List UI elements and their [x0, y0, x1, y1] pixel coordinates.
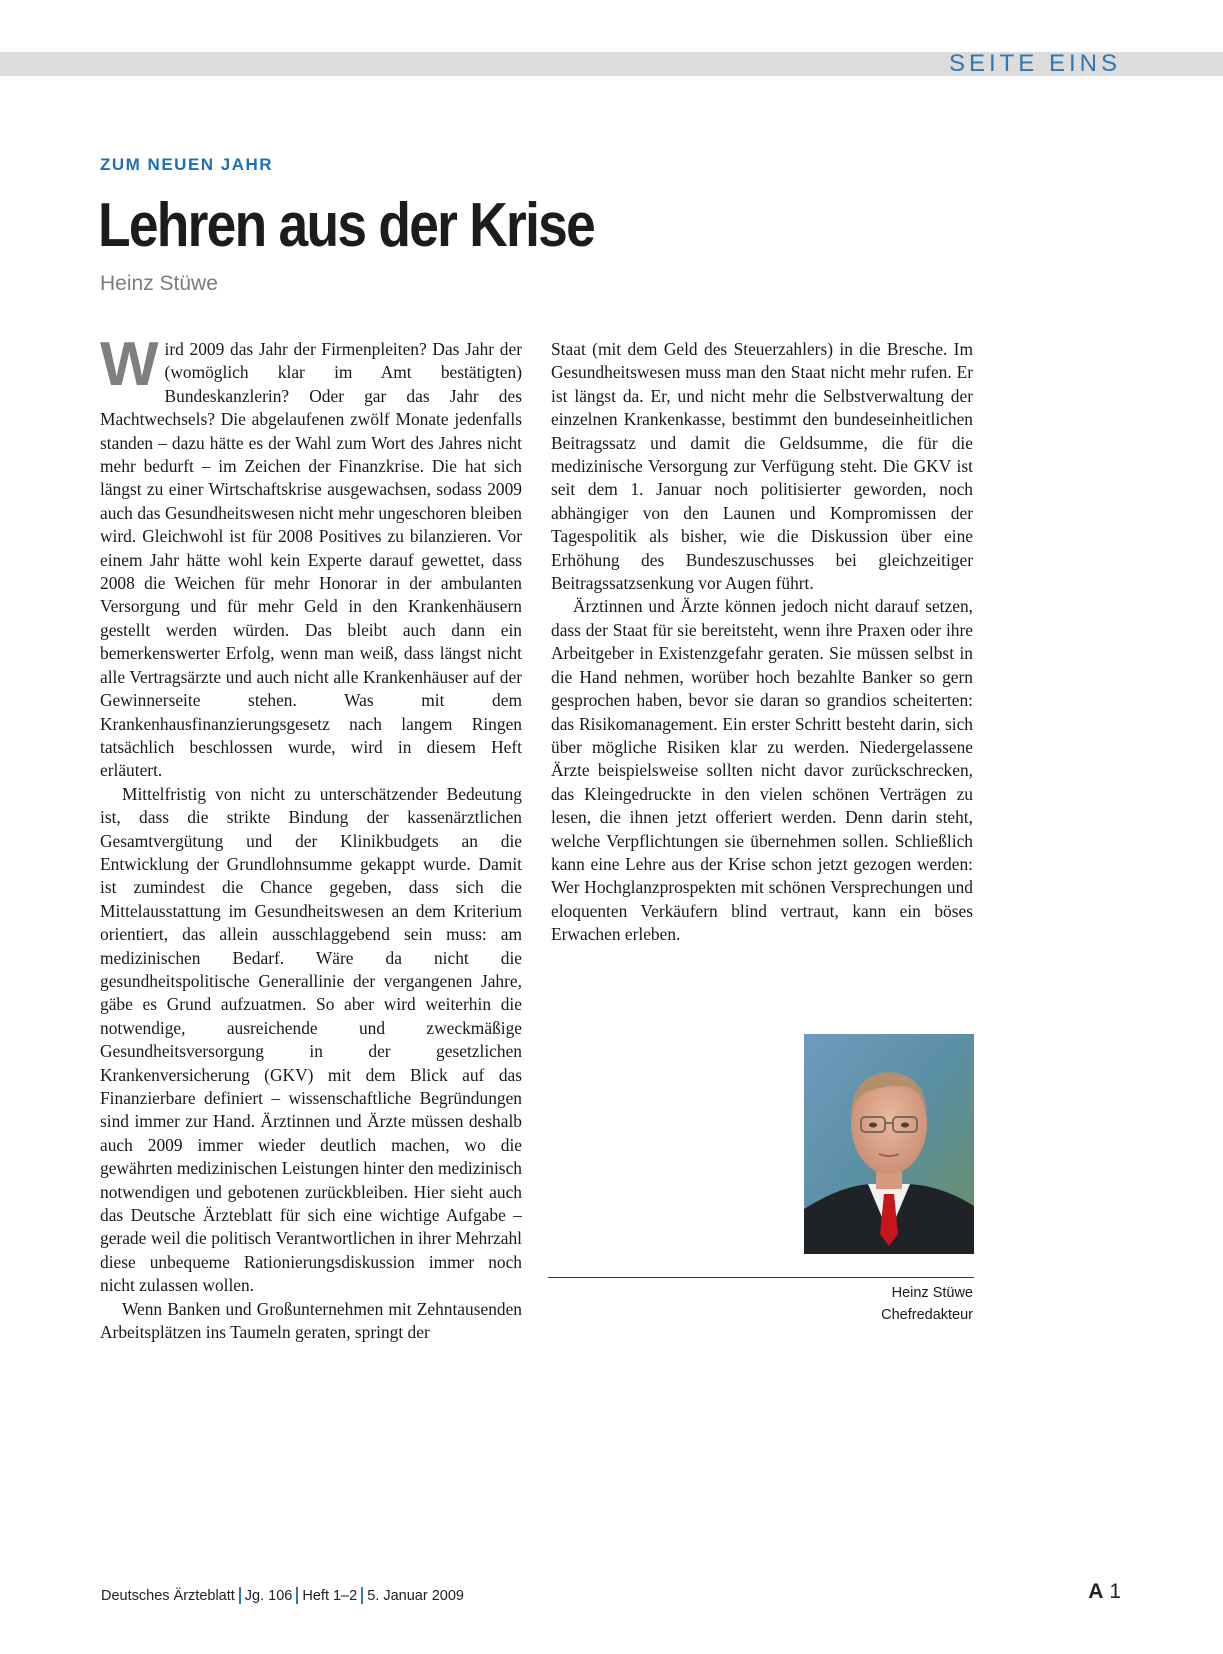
- article-author: Heinz Stüwe: [100, 272, 218, 295]
- page-prefix: A: [1088, 1580, 1104, 1603]
- footer-separator: [239, 1587, 241, 1604]
- paragraph: Wenn Banken und Großunternehmen mit Zehntausenden Arbeitsplätzen ins Taumeln geraten, springt der: [100, 1298, 522, 1343]
- footer-issue: Heft 1–2: [302, 1587, 358, 1604]
- footer-separator: [361, 1587, 363, 1604]
- footer-publication: Deutsches Ärzteblatt: [101, 1587, 235, 1604]
- article-column-right: [551, 338, 973, 947]
- article-kicker: ZUM NEUEN JAHR: [100, 155, 274, 174]
- section-label: SEITE EINS: [948, 50, 1121, 77]
- photo-caption: [881, 1282, 973, 1326]
- paragraph: Wird 2009 das Jahr der Firmenpleiten? Das Jahr der (womöglich klar im Amt bestätigten) Bundeskanzlerin? Oder gar das Jahr des Machtwechsels? Die abgelaufenen zwölf Monate jedenfalls standen – dazu hätte es der Wahl zum Wort des Jahres nicht mehr bedurft – im Zeichen der Finanzkrise. Die hat sich längst zu einer Wirtschaftskrise ausgewachsen, sodass 2009 auch das Gesundheitswesen nicht mehr ungeschoren bleiben wird. Gleichwohl ist für 2008 Positives zu bilanzieren. Vor einem Jahr hätte wohl kein Experte darauf gewettet, dass 2008 die Weichen für mehr Honorar in der ambulanten Versorgung und für mehr Geld in den Krankenhäusern gestellt werden würden. Das bleibt auch dann ein bemerkenswerter Erfolg, wenn man weiß, dass längst nicht alle Vertragsärzte und auch nicht alle Krankenhäuser auf der Gewinnerseite stehen. Was mit dem Krankenhausfinanzierungsgesetz nach langem Ringen tatsächlich beschlossen wurde, wird in diesem Heft erläutert.: [100, 330, 522, 781]
- author-portrait-photo: [804, 1034, 974, 1254]
- page-number: [1088, 1580, 1121, 1604]
- footer-date: 5. Januar 2009: [367, 1587, 464, 1604]
- page-number-value: 1: [1109, 1580, 1121, 1603]
- paragraph: Ärztinnen und Ärzte können jedoch nicht darauf setzen, dass der Staat für sie bereitsteht, wenn ihre Praxen oder ihre Arbeitgeber in Existenzgefahr geraten. Sie müssen selbst in die Hand nehmen, worüber hoch bezahlte Banker so gern gesprochen haben, bevor sie daran so grandios scheiterten: das Risikomanagement. Ein erster Schritt besteht darin, sich über mögliche Risiken klar zu werden. Niedergelassene Ärzte beispielsweise sollten nicht davor zurückschrecken, das Kleingedruckte in den vielen schönen Verträgen zu lesen, die ihnen jetzt offeriert werden. Denn darin steht, welche Verpflichtungen sie übernehmen sollen. Schließlich kann eine Lehre aus der Krise schon jetzt gezogen werden: Wer Hochglanzprospekten mit schönen Versprechungen und eloquenten Verkäufern blind vertraut, kann ein böses Erwachen erleben.: [551, 596, 973, 945]
- paragraph: Staat (mit dem Geld des Steuerzahlers) in die Bresche. Im Gesundheitswesen muss man den Staat nicht mehr rufen. Er ist längst da. Er, und nicht mehr die Selbstverwaltung der einzelnen Krankenkasse, bestimmt den bundeseinheitlichen Beitragssatz und damit die Geldsumme, die für die medizinische Versorgung zur Verfügung steht. Die GKV ist seit dem 1. Januar noch politisierter geworden, noch abhängiger von den Launen und Kompromissen der Tagespolitik als bisher, wie die Diskussion über eine Erhöhung des Bundeszuschusses bei gleichzeitiger Beitragssatzsenkung vor Augen führt.: [551, 339, 973, 594]
- page-footer: [101, 1587, 464, 1604]
- caption-name: Heinz Stüwe: [891, 1285, 973, 1301]
- article-title: Lehren aus der Krise: [98, 191, 595, 260]
- footer-volume: Jg. 106: [244, 1587, 293, 1604]
- caption-role: Chefredakteur: [881, 1307, 973, 1323]
- paragraph: Mittelfristig von nicht zu unterschätzender Bedeutung ist, dass die strikte Bindung der kassenärztlichen Gesamtvergütung und der Klinikbudgets an die Entwicklung der Grundlohnsumme gekappt wurde. Damit ist zumindest die Chance gegeben, dass sich die Mittelausstattung im Gesundheitswesen an dem Kriterium orientiert, das allein ausschlaggebend sein muss: am medizinischen Bedarf. Wäre da nicht die gesundheitspolitische Generallinie der vergangenen Jahre, gäbe es Grund aufzuatmen. So aber wird weiterhin die notwendige, ausreichende und zweckmäßige Gesundheitsversorgung in der gesetzlichen Krankenversicherung (GKV) mit dem Blick auf das Finanzierbare definiert – wissenschaftliche Begründungen sind immer zur Hand. Ärztinnen und Ärzte müssen deshalb auch 2009 immer wieder deutlich machen, wo die gewährten medizinischen Leistungen hinter den medizinisch notwendigen und gebotenen zurückbleiben. Hier sieht auch das Deutsche Ärzteblatt für sich eine wichtige Aufgabe – gerade weil die politisch Verantwortlichen in ihrer Mehrzahl diese unbequeme Rationierungsdiskussion immer noch nicht zulassen wollen.: [100, 783, 522, 1296]
- drop-cap: W: [100, 330, 159, 399]
- caption-divider: [548, 1277, 974, 1278]
- footer-separator: [296, 1587, 298, 1604]
- article-column-left: [100, 330, 522, 1344]
- author-portrait-icon: [804, 1034, 974, 1254]
